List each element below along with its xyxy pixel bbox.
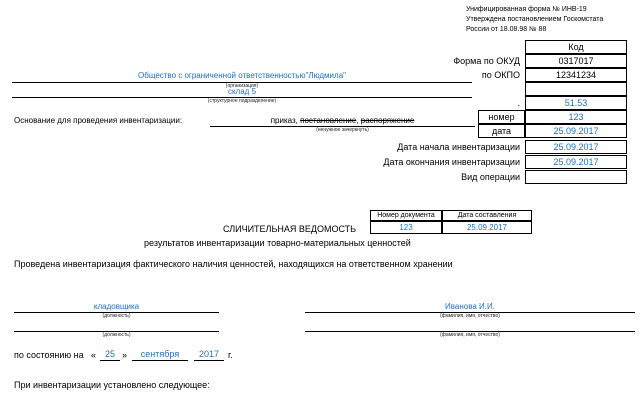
responsible-person2-caption: (фамилия, имя, отчество) — [440, 332, 500, 338]
basis-value — [210, 115, 475, 127]
okpo-value: 12341234 — [525, 68, 627, 82]
docbox-date-value: 25.09.2017 — [442, 221, 532, 234]
doc-number-label: номер — [478, 110, 525, 124]
organization-caption: (организация) — [225, 83, 259, 89]
code-blank-value — [525, 82, 627, 96]
okdp-value: 51.53 — [525, 96, 627, 110]
form-header-line2: Утверждена постановлением Госкомстата — [466, 16, 604, 23]
state-year: 2017 — [194, 348, 224, 361]
quote-close: » — [122, 350, 128, 360]
document-subtitle: результатов инвентаризации товарно-материальных ценностей — [144, 238, 411, 248]
structural-unit-caption: (структурное подразделение) — [207, 98, 277, 104]
end-date-value: 25.09.2017 — [525, 155, 627, 169]
docbox-number-value: 123 — [370, 221, 442, 234]
state-date-prefix: по состоянию на — [14, 350, 84, 360]
start-date-label: Дата начала инвентаризации — [397, 142, 520, 152]
state-month: сентября — [132, 348, 188, 361]
findings-intro: При инвентаризации установлено следующее: — [14, 380, 210, 390]
basis-resolution: постановление — [300, 116, 357, 125]
basis-sep: , — [356, 116, 361, 125]
position-caption: (должность) — [102, 313, 131, 319]
responsible-person-field: Иванова И.И. — [305, 301, 635, 313]
document-title: СЛИЧИТЕЛЬНАЯ ВЕДОМОСТЬ — [223, 224, 357, 234]
form-header-line1: Унифицированная форма № ИНВ-19 — [466, 6, 587, 13]
state-day: 25 — [100, 348, 120, 361]
structural-unit: склад 5 — [12, 86, 472, 98]
position-field: кладовщика — [14, 301, 219, 313]
operation-type-label: Вид операции — [461, 172, 520, 182]
year-suffix: г. — [228, 350, 233, 360]
form-header-line3: России от 18.08.98 № 88 — [466, 26, 547, 33]
responsible-person2-field — [305, 320, 635, 332]
operation-type-value — [525, 170, 627, 184]
custody-statement: Проведена инвентаризация фактического наличия ценностей, находящихся на ответственном хранении — [14, 259, 453, 269]
position2-caption: (должность) — [102, 332, 131, 338]
doc-date-label: дата — [478, 124, 525, 138]
okud-value: 0317017 — [525, 54, 627, 68]
codes-header: Код — [525, 40, 627, 54]
doc-date-value: 25.09.2017 — [525, 124, 627, 138]
responsible-person-caption: (фамилия, имя, отчество) — [440, 313, 500, 319]
basis-caption: (ненужное зачеркнуть) — [316, 127, 369, 133]
docbox-date-header: Дата составления — [442, 210, 532, 221]
basis-label: Основание для проведения инвентаризации: — [14, 116, 183, 125]
doc-number-value: 123 — [525, 110, 627, 124]
okud-label: Форма по ОКУД — [453, 56, 520, 66]
basis-order: приказ, — [270, 116, 301, 125]
position2-field — [14, 320, 219, 332]
quote-open: « — [91, 350, 97, 360]
basis-directive: распоряжение — [360, 116, 415, 125]
dot-label: . — [517, 98, 520, 108]
end-date-label: Дата окончания инвентаризации — [383, 157, 520, 167]
docbox-number-header: Номер документа — [370, 210, 442, 221]
start-date-value: 25.09.2017 — [525, 140, 627, 154]
organization-name: Общество с ограниченной ответственностью"Людмила" — [12, 70, 472, 83]
okpo-label: по ОКПО — [481, 70, 520, 80]
